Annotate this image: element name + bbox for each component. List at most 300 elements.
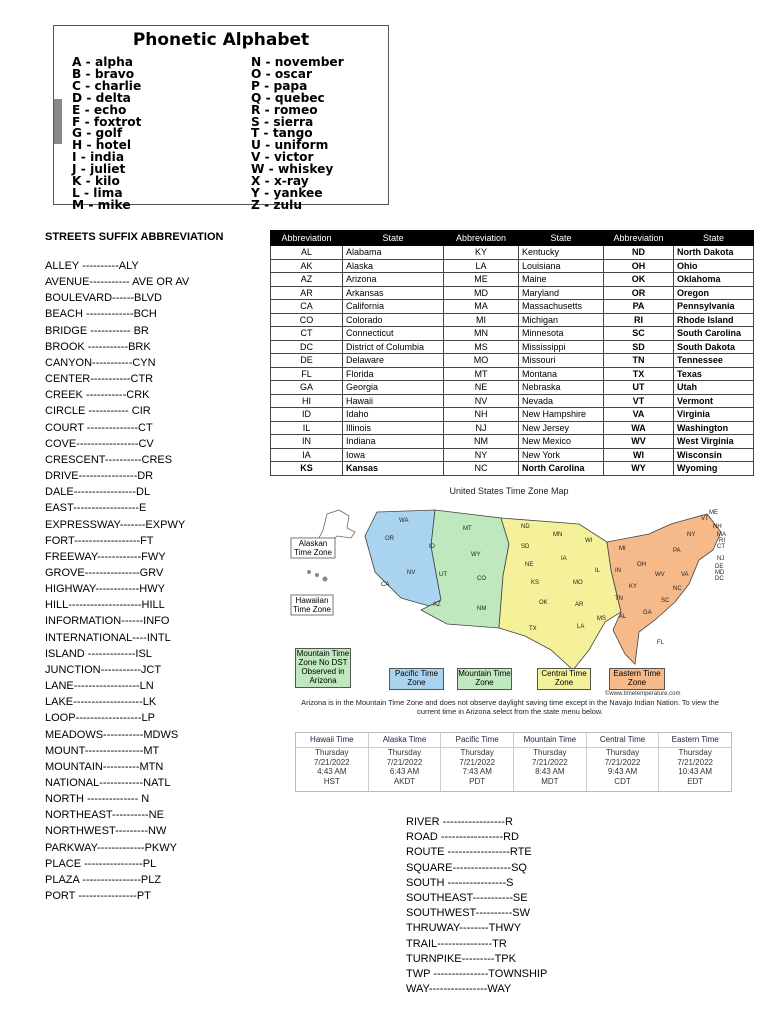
- map-state-label: IN: [615, 568, 621, 574]
- suffix-entry: BROOK -----------BRK: [45, 340, 151, 353]
- state-name-cell: New Jersey: [519, 421, 604, 435]
- state-name-cell: Nevada: [519, 394, 604, 408]
- table-row: [271, 448, 754, 462]
- state-abbreviation-cell: CT: [271, 327, 343, 341]
- state-abbreviation-cell: MA: [444, 300, 519, 314]
- map-state-label: NJ: [717, 556, 725, 562]
- time-abbr: CDT: [614, 776, 631, 786]
- side-watermark: [54, 99, 62, 144]
- state-name-cell: South Dakota: [674, 340, 754, 354]
- phonetic-entry: O - oscar: [251, 66, 312, 81]
- suffix-entry: WAY----------------WAY: [406, 983, 512, 996]
- state-name-cell: Louisiana: [519, 259, 604, 273]
- time-zone-column: [369, 733, 442, 791]
- time-zone-header: Eastern Time: [659, 733, 731, 748]
- table-row: [271, 300, 754, 314]
- state-abbreviation-cell: ID: [271, 408, 343, 422]
- state-name-cell: Oklahoma: [674, 273, 754, 287]
- state-abbreviation-cell: PA: [604, 300, 674, 314]
- table-row: [271, 367, 754, 381]
- phonetic-entry: N - november: [251, 55, 344, 69]
- state-name-cell: Iowa: [343, 448, 444, 462]
- state-abbreviation-cell: WA: [604, 421, 674, 435]
- phonetic-entry: F - foxtrot: [72, 114, 142, 129]
- map-state-label: AR: [575, 602, 584, 608]
- map-state-label: TX: [529, 626, 537, 632]
- suffix-entry: HIGHWAY------------HWY: [45, 583, 165, 596]
- map-state-label: KY: [629, 584, 638, 590]
- suffix-entry: BEACH -------------BCH: [45, 308, 157, 321]
- suffix-entry: BRIDGE ----------- BR: [45, 324, 149, 337]
- suffix-entry: ALLEY ----------ALY: [45, 260, 139, 272]
- state-name-cell: Washington: [674, 421, 754, 435]
- suffix-entry: EAST------------------E: [45, 502, 147, 515]
- map-state-label: ND: [521, 524, 530, 530]
- state-abbreviation-cell: DC: [271, 340, 343, 354]
- suffix-entry: CIRCLE ----------- CIR: [45, 405, 151, 418]
- map-state-label: DE: [715, 564, 724, 570]
- state-name-cell: Kentucky: [519, 246, 604, 260]
- state-abbreviation-cell: NE: [444, 381, 519, 395]
- phonetic-left-column: [72, 57, 141, 212]
- phonetic-entry: I - india: [72, 150, 125, 165]
- phonetic-entry: R - romeo: [251, 102, 318, 117]
- state-abbreviation-cell: ME: [444, 273, 519, 287]
- map-state-label: IA: [561, 556, 567, 562]
- time-time: 6:43 AM: [389, 767, 420, 776]
- map-state-label: AL: [619, 614, 627, 620]
- state-abbreviation-cell: GA: [271, 381, 343, 395]
- map-state-label: IL: [595, 568, 601, 574]
- time-date: 7/21/2022: [532, 757, 568, 767]
- time-zone-column: [514, 733, 587, 791]
- state-abbreviation-cell: KS: [271, 462, 343, 476]
- state-abbreviation-cell: OH: [604, 259, 674, 273]
- time-date: 7/21/2022: [314, 757, 350, 767]
- state-name-cell: Nebraska: [519, 381, 604, 395]
- state-abbreviation-cell: MN: [444, 327, 519, 341]
- state-name-cell: Pennsylvania: [674, 300, 754, 314]
- state-abbreviation-cell: MO: [444, 354, 519, 368]
- hawaii-zone-label: Hawaiian Time Zone: [293, 596, 331, 614]
- state-abbreviation-cell: AL: [271, 246, 343, 260]
- time-time: 9:43 AM: [607, 767, 638, 776]
- suffix-entry: TWP ---------------TOWNSHIP: [406, 968, 548, 981]
- phonetic-entry: T - tango: [251, 126, 313, 141]
- state-name-cell: Texas: [674, 367, 754, 381]
- state-name-cell: South Carolina: [674, 327, 754, 341]
- suffix-entry: ISLAND -------------ISL: [45, 647, 152, 660]
- map-state-label: MS: [597, 616, 606, 622]
- suffix-entry: SOUTHWEST----------SW: [406, 907, 531, 920]
- map-credit: ©www.timetemperature.com: [605, 691, 681, 697]
- map-state-label: TN: [615, 596, 623, 602]
- time-abbr: EDT: [687, 776, 704, 786]
- map-state-label: MD: [715, 570, 725, 576]
- map-state-label: NC: [673, 586, 682, 592]
- table-row: [271, 421, 754, 435]
- table-row: [271, 408, 754, 422]
- suffix-entry: BOULEVARD------BLVD: [45, 292, 162, 305]
- state-name-cell: Wisconsin: [674, 448, 754, 462]
- state-name-cell: Connecticut: [343, 327, 444, 341]
- time-zone-header: Hawaii Time: [296, 733, 368, 748]
- state-abbreviation-cell: VT: [604, 394, 674, 408]
- state-abbreviation-cell: MS: [444, 340, 519, 354]
- time-day: Thursday: [460, 748, 494, 757]
- suffix-entry: FORT------------------FT: [45, 534, 154, 547]
- state-name-cell: Maryland: [519, 286, 604, 300]
- phonetic-entry: S - sierra: [251, 114, 314, 129]
- state-abbreviation-cell: VA: [604, 408, 674, 422]
- suffix-entry: LANE------------------LN: [45, 680, 154, 693]
- state-name-cell: Arkansas: [343, 286, 444, 300]
- state-abbreviation-cell: DE: [271, 354, 343, 368]
- state-name-cell: Illinois: [343, 421, 444, 435]
- state-abbreviation-cell: SD: [604, 340, 674, 354]
- suffix-entry: SQUARE----------------SQ: [406, 861, 527, 874]
- map-state-label: MN: [553, 532, 563, 538]
- state-name-cell: District of Columbia: [343, 340, 444, 354]
- map-state-label: CT: [717, 544, 725, 550]
- state-abbreviation-cell: CO: [271, 313, 343, 327]
- suffix-entry: SOUTHEAST-----------SE: [406, 892, 528, 905]
- phonetic-entry: K - kilo: [72, 174, 120, 189]
- state-name-cell: Alaska: [343, 259, 444, 273]
- phonetic-entry: D - delta: [72, 90, 131, 105]
- table-row: [271, 246, 754, 260]
- time-time: 8:43 AM: [535, 767, 565, 776]
- suffix-entry: EXPRESSWAY-------EXPWY: [45, 518, 186, 531]
- state-name-cell: Hawaii: [343, 394, 444, 408]
- state-abbreviation-cell: LA: [444, 259, 519, 273]
- state-name-cell: Missouri: [519, 354, 604, 368]
- state-name-cell: Colorado: [343, 313, 444, 327]
- current-times-table: [295, 732, 732, 792]
- suffix-entry: PLACE ----------------PL: [45, 857, 157, 870]
- state-name-cell: New Mexico: [519, 435, 604, 449]
- phonetic-entry: B - bravo: [72, 66, 135, 81]
- state-name-cell: Michigan: [519, 313, 604, 327]
- phonetic-entry: H - hotel: [72, 138, 132, 153]
- phonetic-entry: E - echo: [72, 102, 127, 117]
- state-abbreviation-cell: TX: [604, 367, 674, 381]
- suffix-entry: COVE-----------------CV: [45, 437, 154, 450]
- map-state-label: FL: [657, 640, 665, 646]
- suffix-entry: NORTH -------------- N: [45, 793, 150, 806]
- time-abbr: MDT: [541, 776, 559, 786]
- table-row: [271, 354, 754, 368]
- central-zone: [499, 518, 621, 670]
- time-zone-header: Mountain Time: [514, 733, 586, 748]
- time-time: 4:43 AM: [317, 767, 347, 776]
- map-state-label: RI: [719, 538, 725, 544]
- states-header-cell: Abbreviation: [271, 231, 343, 246]
- map-state-label: VT: [701, 516, 709, 522]
- state-name-cell: Maine: [519, 273, 604, 287]
- state-name-cell: Delaware: [343, 354, 444, 368]
- suffix-entry: CRESCENT----------CRES: [45, 453, 173, 466]
- suffix-entry: CREEK -----------CRK: [45, 389, 150, 402]
- phonetic-right-column: [251, 57, 344, 212]
- suffix-entry: PORT ----------------PT: [45, 890, 151, 903]
- time-day: Thursday: [533, 748, 567, 757]
- suffix-entry: DALE-----------------DL: [45, 486, 151, 499]
- state-name-cell: New Hampshire: [519, 408, 604, 422]
- suffix-entry: PARKWAY-------------PKWY: [45, 841, 177, 854]
- state-abbreviation-cell: MD: [444, 286, 519, 300]
- map-state-label: OK: [539, 600, 548, 606]
- time-day: Thursday: [387, 748, 422, 757]
- state-name-cell: Massachusetts: [519, 300, 604, 314]
- state-name-cell: Ohio: [674, 259, 754, 273]
- map-title: United States Time Zone Map: [449, 486, 569, 496]
- phonetic-entry: Z - zulu: [251, 197, 303, 212]
- map-state-label: KS: [531, 580, 540, 586]
- state-abbreviation-cell: AK: [271, 259, 343, 273]
- state-name-cell: Kansas: [343, 462, 444, 476]
- suffix-entry: COURT --------------CT: [45, 421, 153, 434]
- state-name-cell: Oregon: [674, 286, 754, 300]
- suffix-entry: TRAIL---------------TR: [406, 937, 507, 950]
- map-state-label: CA: [381, 582, 390, 588]
- suffix-entry: INFORMATION------INFO: [45, 615, 170, 628]
- state-abbreviation-cell: SC: [604, 327, 674, 341]
- suffix-entry: AVENUE----------- AVE OR AV: [45, 276, 190, 289]
- map-state-label: ID: [429, 544, 435, 550]
- time-zone-header: Central Time: [587, 733, 659, 748]
- state-abbreviation-cell: UT: [604, 381, 674, 395]
- time-zone-column: [296, 733, 369, 791]
- time-day: Thursday: [678, 748, 712, 757]
- state-name-cell: Georgia: [343, 381, 444, 395]
- state-abbreviation-cell: MT: [444, 367, 519, 381]
- state-name-cell: Idaho: [343, 408, 444, 422]
- map-state-label: NE: [525, 562, 534, 568]
- map-state-label: CO: [477, 576, 486, 582]
- table-row: [271, 286, 754, 300]
- state-abbreviation-cell: HI: [271, 394, 343, 408]
- state-abbreviation-cell: NY: [444, 448, 519, 462]
- map-state-label: NH: [713, 524, 722, 530]
- states-header-cell: Abbreviation: [604, 231, 674, 246]
- time-day: Thursday: [605, 748, 640, 757]
- time-abbr: PDT: [469, 776, 486, 786]
- states-header-cell: State: [674, 231, 754, 246]
- phonetic-entry: G - golf: [72, 126, 123, 141]
- time-abbr: AKDT: [393, 776, 416, 786]
- state-abbreviation-cell: MI: [444, 313, 519, 327]
- state-abbreviation-cell: IA: [271, 448, 343, 462]
- state-abbreviation-cell: OK: [604, 273, 674, 287]
- map-state-label: OH: [637, 562, 646, 568]
- time-date: 7/21/2022: [604, 757, 641, 767]
- phonetic-entry: L - lima: [72, 185, 123, 200]
- suffix-entry: MOUNT----------------MT: [45, 744, 160, 757]
- state-abbreviation-cell: WV: [604, 435, 674, 449]
- table-row: [271, 394, 754, 408]
- state-name-cell: North Dakota: [674, 246, 754, 260]
- phonetic-entry: U - uniform: [251, 138, 329, 153]
- suffix-entry: MEADOWS-----------MDWS: [45, 728, 179, 741]
- state-name-cell: Mississippi: [519, 340, 604, 354]
- map-state-label: WV: [655, 572, 665, 578]
- state-abbreviation-cell: NV: [444, 394, 519, 408]
- suffix-entry: RIVER -----------------R: [406, 816, 513, 828]
- map-state-label: AZ: [433, 602, 441, 608]
- map-state-label: NV: [407, 570, 416, 576]
- state-abbreviation-cell: AR: [271, 286, 343, 300]
- phonetic-title: Phonetic Alphabet: [132, 30, 310, 50]
- map-state-label: LA: [577, 624, 585, 630]
- states-table-header: [271, 231, 754, 246]
- map-state-label: GA: [643, 610, 652, 616]
- suffix-entry: ROAD -----------------RD: [406, 831, 519, 844]
- phonetic-entry: V - victor: [251, 150, 314, 165]
- suffix-entry: INTERNATIONAL----INTL: [45, 631, 171, 644]
- suffix-entry: CENTER-----------CTR: [45, 373, 154, 386]
- state-name-cell: Utah: [674, 381, 754, 395]
- suffix-entry: DRIVE----------------DR: [45, 470, 154, 483]
- map-state-label: DC: [715, 576, 724, 582]
- map-state-label: OR: [385, 536, 394, 542]
- state-abbreviation-cell: NC: [444, 462, 519, 476]
- map-state-label: UT: [439, 572, 447, 578]
- states-table: [270, 230, 754, 476]
- suffix-entry: HILL--------------------HILL: [45, 599, 165, 612]
- state-name-cell: North Carolina: [519, 462, 604, 476]
- state-abbreviation-cell: AZ: [271, 273, 343, 287]
- state-name-cell: Vermont: [674, 394, 754, 408]
- pacific-zone: [365, 510, 441, 606]
- suffix-entry: LAKE-------------------LK: [45, 696, 157, 709]
- suffix-entry: PLAZA ----------------PLZ: [45, 873, 162, 886]
- suffix-title: STREETS SUFFIX ABBREVIATION: [45, 231, 224, 243]
- time-zone-column: [587, 733, 660, 791]
- table-row: [271, 435, 754, 449]
- phonetic-alphabet-box: [53, 25, 389, 212]
- map-state-label: MO: [573, 580, 583, 586]
- states-header-cell: Abbreviation: [444, 231, 519, 246]
- map-state-label: WI: [585, 538, 593, 544]
- state-abbreviation-cell: IN: [271, 435, 343, 449]
- time-time: 10:43 AM: [678, 767, 713, 776]
- time-date: 7/21/2022: [677, 757, 713, 767]
- table-row: [271, 327, 754, 341]
- suffix-entry: THRUWAY--------THWY: [406, 922, 522, 935]
- state-name-cell: Florida: [343, 367, 444, 381]
- time-zone-header: Alaska Time: [369, 733, 441, 748]
- state-name-cell: Wyoming: [674, 462, 754, 476]
- suffix-entry: NORTHWEST---------NW: [45, 825, 167, 838]
- table-row: [271, 340, 754, 354]
- table-row: [271, 273, 754, 287]
- state-name-cell: West Virginia: [674, 435, 754, 449]
- map-state-label: SD: [521, 544, 530, 550]
- state-abbreviation-cell: TN: [604, 354, 674, 368]
- legend-mountain: Mountain Time Zone: [457, 668, 512, 690]
- map-state-label: WY: [471, 552, 481, 558]
- state-abbreviation-cell: NM: [444, 435, 519, 449]
- suffix-entry: GROVE---------------GRV: [45, 566, 164, 579]
- map-state-label: WA: [399, 518, 409, 524]
- time-zone-map: [289, 480, 729, 714]
- map-state-label: ME: [709, 510, 718, 516]
- phonetic-entry: P - papa: [251, 78, 308, 93]
- state-abbreviation-cell: KY: [444, 246, 519, 260]
- table-row: [271, 313, 754, 327]
- hawaii-shape: [307, 570, 311, 574]
- suffix-entry: SOUTH ----------------S: [406, 876, 514, 889]
- phonetic-entry: W - whiskey: [251, 162, 334, 177]
- suffix-entry: NATIONAL------------NATL: [45, 777, 171, 789]
- arizona-note: Arizona is in the Mountain Time Zone and does not observe daylight saving time except in the Navajo Indian Nation. To view the current time in Arizona select from the state menu below.: [301, 698, 719, 716]
- time-zone-column: [659, 733, 731, 791]
- state-abbreviation-cell: RI: [604, 313, 674, 327]
- suffix-entry: FREEWAY------------FWY: [45, 550, 166, 563]
- suffix-entry: CANYON-----------CYN: [45, 356, 156, 369]
- map-state-label: NM: [477, 606, 487, 612]
- state-abbreviation-cell: NJ: [444, 421, 519, 435]
- state-abbreviation-cell: ND: [604, 246, 674, 260]
- phonetic-entry: M - mike: [72, 197, 131, 212]
- time-day: Thursday: [315, 748, 349, 757]
- state-abbreviation-cell: WI: [604, 448, 674, 462]
- state-abbreviation-cell: IL: [271, 421, 343, 435]
- suffix-entry: LOOP------------------LP: [45, 712, 155, 725]
- state-name-cell: California: [343, 300, 444, 314]
- state-name-cell: Tennessee: [674, 354, 754, 368]
- map-state-label: MT: [463, 526, 472, 532]
- legend-central: Central Time Zone: [537, 668, 591, 690]
- state-name-cell: Montana: [519, 367, 604, 381]
- map-state-label: PA: [673, 548, 681, 554]
- state-name-cell: Rhode Island: [674, 313, 754, 327]
- phonetic-entry: J - juliet: [72, 162, 126, 177]
- time-date: 7/21/2022: [459, 757, 495, 767]
- table-row: [271, 381, 754, 395]
- mountain-no-dst-label: Mountain Time Zone No DST Observed in Arizona: [295, 648, 351, 688]
- map-state-label: NY: [687, 532, 696, 538]
- state-name-cell: Minnesota: [519, 327, 604, 341]
- state-abbreviation-cell: OR: [604, 286, 674, 300]
- suffix-entry: ROUTE -----------------RTE: [406, 846, 532, 859]
- time-date: 7/21/2022: [386, 757, 423, 767]
- time-zone-header: Pacific Time: [441, 733, 513, 748]
- time-zone-column: [441, 733, 514, 791]
- legend-pacific: Pacific Time Zone: [389, 668, 444, 690]
- phonetic-entry: X - x-ray: [251, 174, 309, 189]
- suffix-entry: TURNPIKE---------TPK: [406, 952, 516, 965]
- map-state-label: VA: [681, 572, 689, 578]
- time-abbr: HST: [323, 776, 340, 786]
- suffix-list-1: [45, 258, 189, 904]
- suffix-entry: MOUNTAIN----------MTN: [45, 760, 164, 773]
- states-header-cell: State: [519, 231, 604, 246]
- map-state-label: SC: [661, 598, 670, 604]
- suffix-list-2: [406, 815, 547, 997]
- alaska-zone-label: Alaskan Time Zone: [294, 539, 332, 557]
- phonetic-entry: Y - yankee: [251, 185, 323, 200]
- state-name-cell: Arizona: [343, 273, 444, 287]
- state-abbreviation-cell: FL: [271, 367, 343, 381]
- phonetic-entry: A - alpha: [72, 55, 134, 69]
- state-abbreviation-cell: CA: [271, 300, 343, 314]
- map-state-label: MI: [619, 546, 626, 552]
- phonetic-entry: C - charlie: [72, 78, 142, 93]
- table-row: [271, 462, 754, 476]
- time-time: 7:43 AM: [462, 767, 492, 776]
